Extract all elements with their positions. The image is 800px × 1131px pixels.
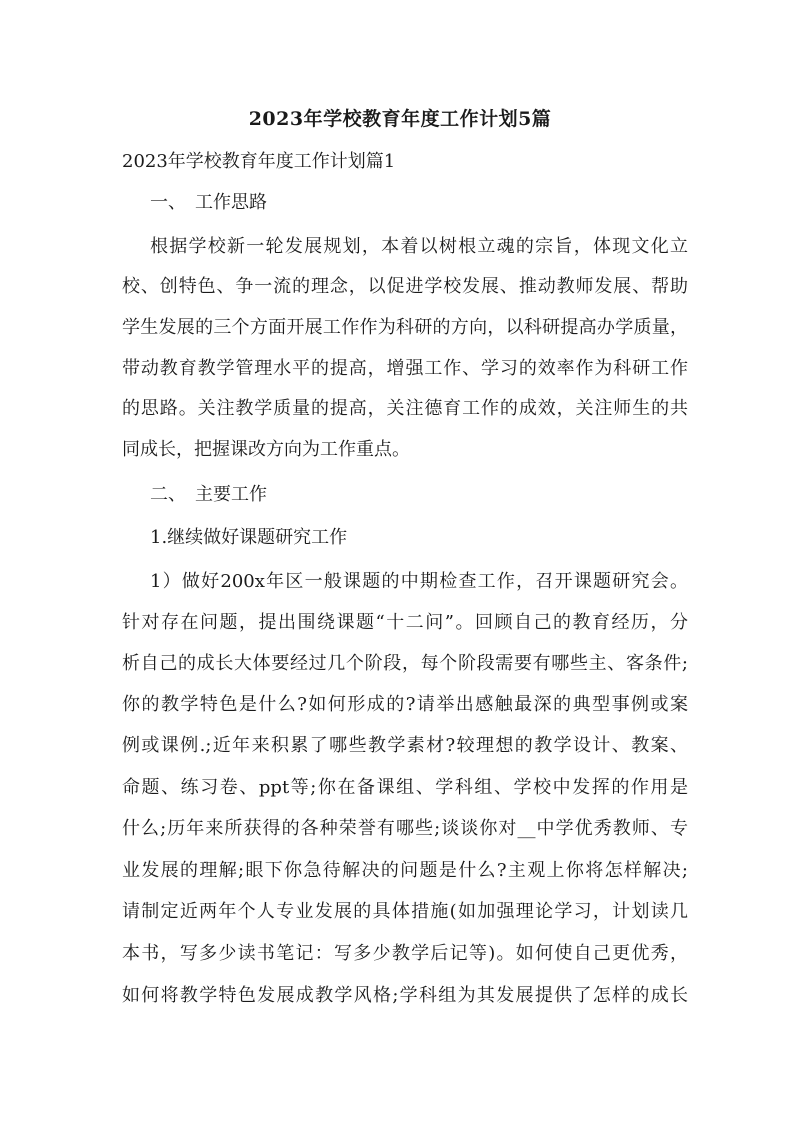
- paragraph-line: 针对存在问题，提出围绕课题“十二问”。回顾自己的教育经历，分: [122, 612, 688, 633]
- paragraph-line: 你的教学特色是什么?如何形成的?请举出感触最深的典型事例或案: [122, 694, 688, 715]
- paragraph-line: 1）做好200x年区一般课题的中期检查工作，召开课题研究会。: [150, 571, 688, 592]
- paragraph-line: 请制定近两年个人专业发展的具体措施(如加强理论学习，计划读几: [122, 901, 688, 922]
- item-heading: 1.继续做好课题研究工作: [150, 527, 348, 548]
- paragraph-line: 什么;历年来所获得的各种荣誉有哪些;谈谈你对__中学优秀教师、专: [122, 818, 688, 839]
- document-title: 2023年学校教育年度工作计划5篇: [248, 108, 552, 130]
- paragraph-line: 带动教育教学管理水平的提高，增强工作、学习的效率作为科研工作: [122, 358, 688, 379]
- subsection-heading: 二、 主要工作: [150, 484, 267, 505]
- paragraph-line: 的思路。关注教学质量的提高，关注德育工作的成效，关注师生的共: [122, 398, 688, 419]
- paragraph-line: 命题、练习卷、ppt等;你在备课组、学科组、学校中发挥的作用是: [122, 777, 688, 798]
- section-heading: 2023年学校教育年度工作计划篇1: [122, 151, 396, 172]
- paragraph-line: 如何将教学特色发展成教学风格;学科组为其发展提供了怎样的成长: [122, 985, 688, 1006]
- subsection-heading: 一、 工作思路: [150, 192, 267, 213]
- paragraph-line: 同成长，把握课改方向为工作重点。: [122, 439, 410, 460]
- paragraph-line: 析自己的成长大体要经过几个阶段，每个阶段需要有哪些主、客条件;: [122, 653, 688, 674]
- paragraph-line: 业发展的理解;眼下你急待解决的问题是什么?主观上你将怎样解决;: [122, 860, 688, 881]
- paragraph-line: 根据学校新一轮发展规划，本着以树根立魂的宗旨，体现文化立: [150, 236, 688, 257]
- paragraph-line: 学生发展的三个方面开展工作作为科研的方向，以科研提高办学质量，: [122, 317, 688, 338]
- paragraph-line: 校、创特色、争一流的理念，以促进学校发展、推动教师发展、帮助: [122, 276, 688, 297]
- paragraph-line: 例或课例.;近年来积累了哪些教学素材?较理想的教学设计、教案、: [122, 735, 688, 756]
- paragraph-line: 本书，写多少读书笔记：写多少教学后记等)。如何使自己更优秀，: [122, 943, 688, 964]
